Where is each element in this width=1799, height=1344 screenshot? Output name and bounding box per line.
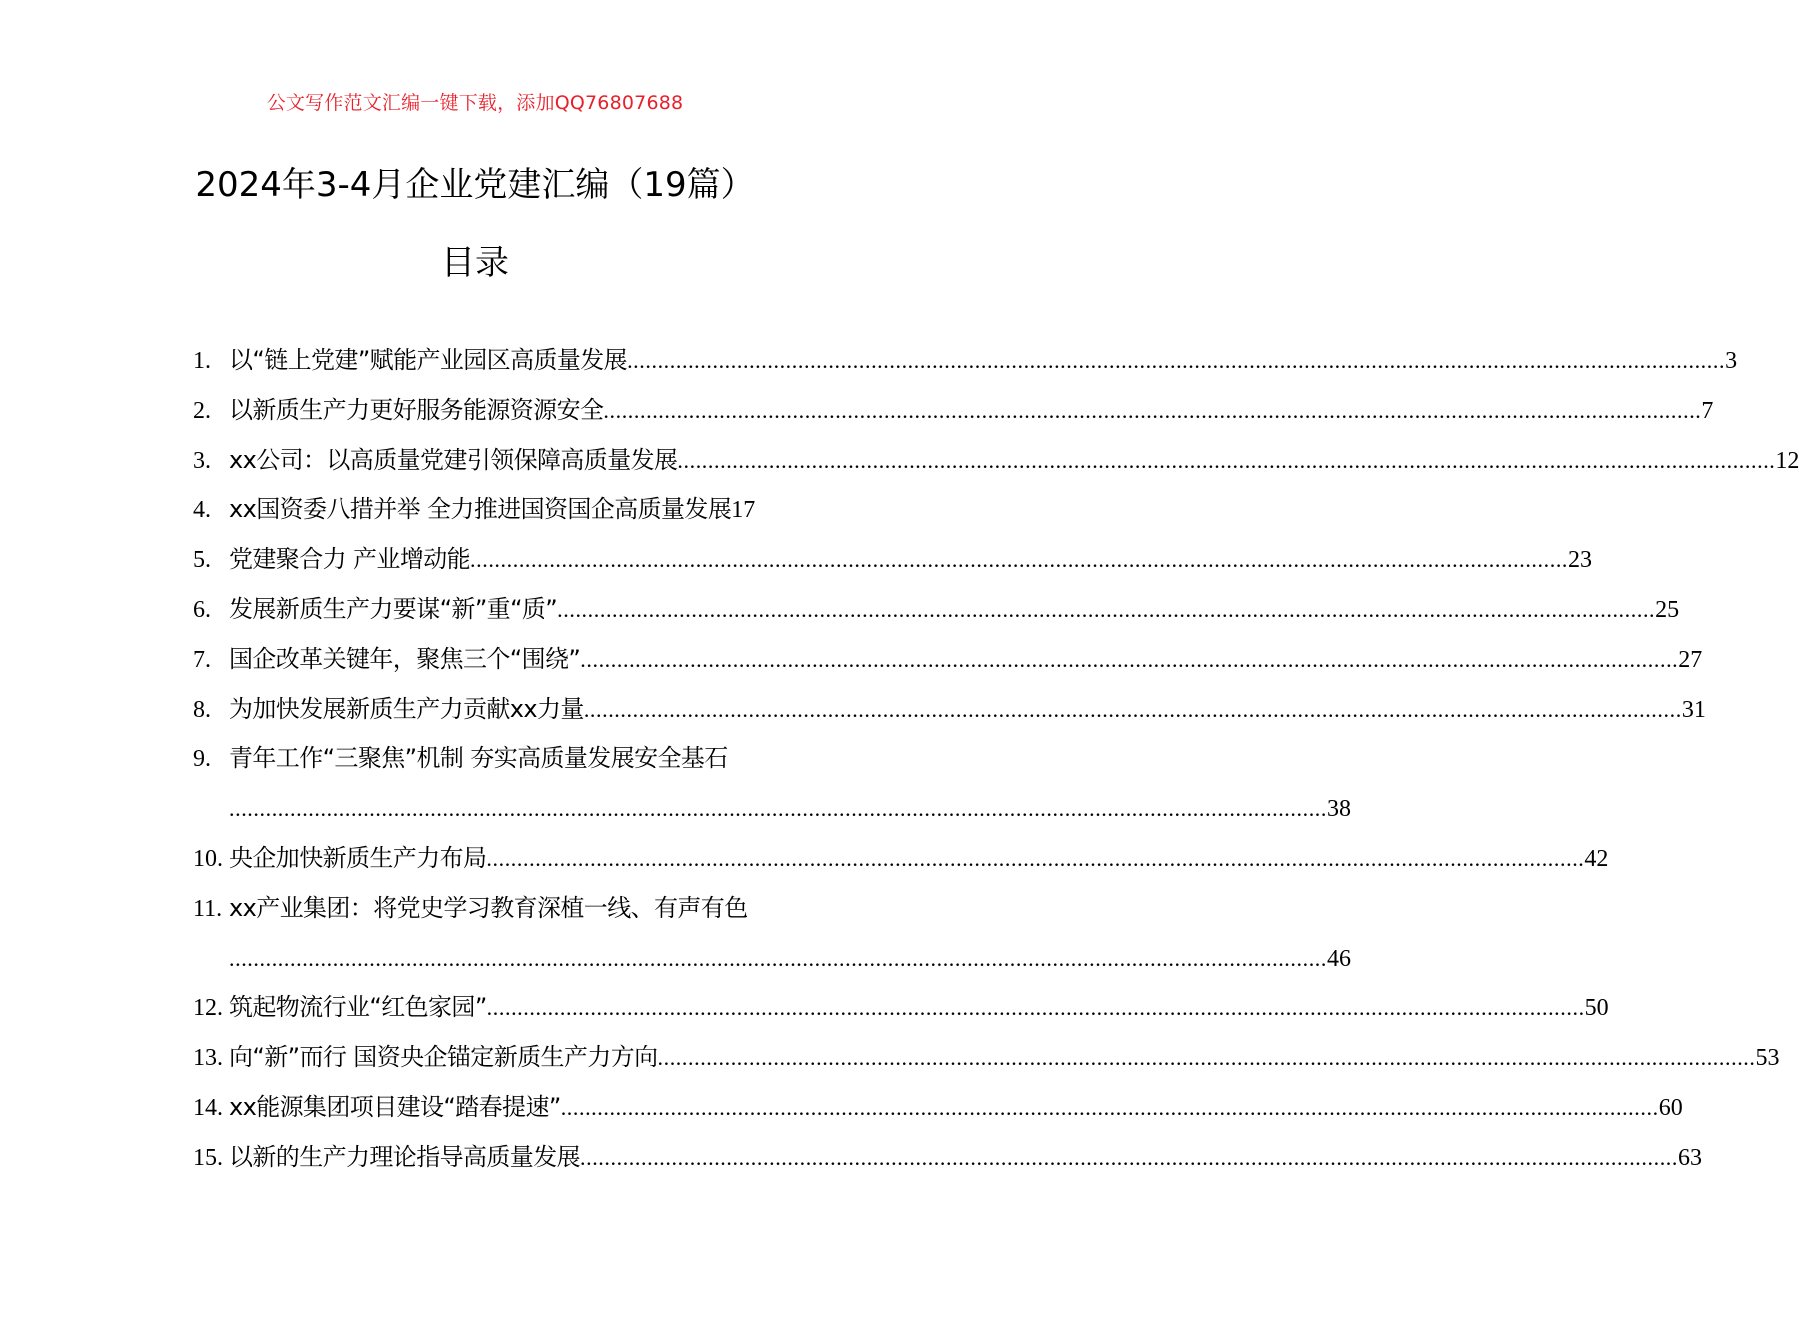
toc-entry-page: 3 [1725, 348, 1738, 374]
toc-entry-3[interactable] [193, 436, 1799, 486]
toc-entry-10[interactable] [193, 834, 1609, 884]
toc-entry-title: 以新质生产力更好服务能源资源安全 [229, 395, 604, 424]
toc-entry-page: 50 [1584, 995, 1609, 1022]
toc-entry-title: 国企改革关键年，聚焦三个“围绕” [229, 644, 581, 673]
toc-entry-title: xx公司：以高质量党建引领保障高质量发展 [229, 445, 678, 474]
toc-entry-number: 12. [193, 995, 223, 1022]
toc-entry-page: 12 [1775, 447, 1799, 474]
toc-entry-title: 发展新质生产力要谋“新”重“质” [229, 594, 558, 623]
toc-entry-number: 5. [193, 547, 211, 574]
toc-entry-title: xx产业集团：将党史学习教育深植一线、有声有色 [229, 893, 748, 922]
toc-entry-15[interactable] [193, 1133, 1702, 1183]
toc-entry-number: 6. [193, 596, 211, 623]
toc-entry-title: 党建聚合力 产业增动能 [229, 545, 471, 574]
toc-entry-page: 23 [1568, 547, 1593, 574]
toc-entry-number: 4. [193, 497, 211, 524]
toc-entry-page: 42 [1584, 845, 1609, 872]
toc-entry-page: 63 [1678, 1144, 1702, 1171]
toc-entry-number: 14. [193, 1094, 223, 1121]
toc-entry-title: 筑起物流行业“红色家园” [229, 993, 487, 1022]
toc-entry-number: 11. [193, 895, 223, 922]
toc-entry-page: 27 [1678, 646, 1703, 673]
toc-entry-page: 7 [1701, 397, 1714, 424]
toc-entry-title: 以新的生产力理论指导高质量发展 [229, 1142, 580, 1171]
toc-entry-number: 1. [193, 348, 211, 374]
toc-leader-dots [557, 585, 1655, 635]
toc-leader-dots [229, 784, 1327, 834]
toc-leader-dots [580, 1133, 1678, 1183]
toc-leader-dots [584, 685, 1682, 735]
toc-entry-page: 46 [1327, 945, 1351, 972]
toc-leader-dots [229, 934, 1327, 984]
toc-entry-page: 53 [1755, 1045, 1780, 1072]
toc-entry-title: xx能源集团项目建设“踏春提速” [229, 1092, 561, 1121]
toc-leader-dots [486, 834, 1584, 884]
toc-leader-dots [487, 983, 1585, 1033]
toc-entry-page: 38 [1327, 796, 1351, 823]
toc-entry-number: 2. [193, 397, 211, 424]
toc-entry-11[interactable] [193, 884, 1351, 984]
toc-entry-number: 13. [193, 1045, 223, 1072]
toc-entry-page: 31 [1681, 696, 1706, 723]
toc-entry-number: 8. [193, 696, 211, 723]
toc-entry-7[interactable] [193, 635, 1703, 685]
toc-entry-title: 向“新”而行 国资央企锚定新质生产力方向 [229, 1043, 658, 1072]
table-of-contents [193, 336, 1799, 1183]
toc-entry-title: 青年工作“三聚焦”机制 夯实高质量发展安全基石 [229, 744, 728, 773]
toc-entry-4[interactable] [193, 485, 806, 535]
toc-leader-dots [470, 535, 1568, 585]
toc-leader-dots [677, 436, 1775, 486]
toc-leader-dots [603, 386, 1701, 436]
toc-entry-14[interactable] [193, 1083, 1683, 1133]
toc-entry-13[interactable] [193, 1033, 1780, 1083]
download-banner: 公文写作范文汇编一键下载，添加QQ76807688 [266, 92, 684, 114]
toc-entry-title: 央企加快新质生产力布局 [229, 843, 487, 872]
toc-leader-dots [627, 336, 1725, 386]
toc-leader-dots [658, 1033, 1756, 1083]
toc-entry-5[interactable] [193, 535, 1593, 585]
toc-leader-dots [580, 635, 1678, 685]
toc-entry-number: 3. [193, 447, 211, 474]
toc-entry-number: 9. [193, 746, 211, 773]
toc-entry-page: 60 [1658, 1094, 1683, 1121]
toc-heading: 目录 [441, 243, 509, 283]
toc-entry-title: 为加快发展新质生产力贡献xx力量 [229, 694, 584, 723]
toc-entry-page: 17 [731, 497, 756, 524]
toc-leader-dots [561, 1083, 1659, 1133]
toc-entry-12[interactable] [193, 983, 1609, 1033]
toc-entry-6[interactable] [193, 585, 1680, 635]
toc-entry-1[interactable] [193, 336, 1738, 386]
toc-entry-2[interactable] [193, 386, 1714, 436]
toc-entry-page: 25 [1655, 596, 1680, 623]
document-title: 2024年3-4月企业党建汇编（19篇） [195, 165, 755, 205]
toc-entry-9[interactable] [193, 734, 1351, 834]
toc-entry-number: 10. [193, 845, 223, 872]
toc-entry-number: 7. [193, 646, 211, 673]
toc-entry-8[interactable] [193, 685, 1706, 735]
toc-entry-number: 15. [193, 1144, 223, 1171]
toc-entry-title: 以“链上党建”赋能产业园区高质量发展 [229, 346, 628, 374]
toc-entry-title: xx国资委八措并举 全力推进国资国企高质量发展 [229, 495, 732, 524]
